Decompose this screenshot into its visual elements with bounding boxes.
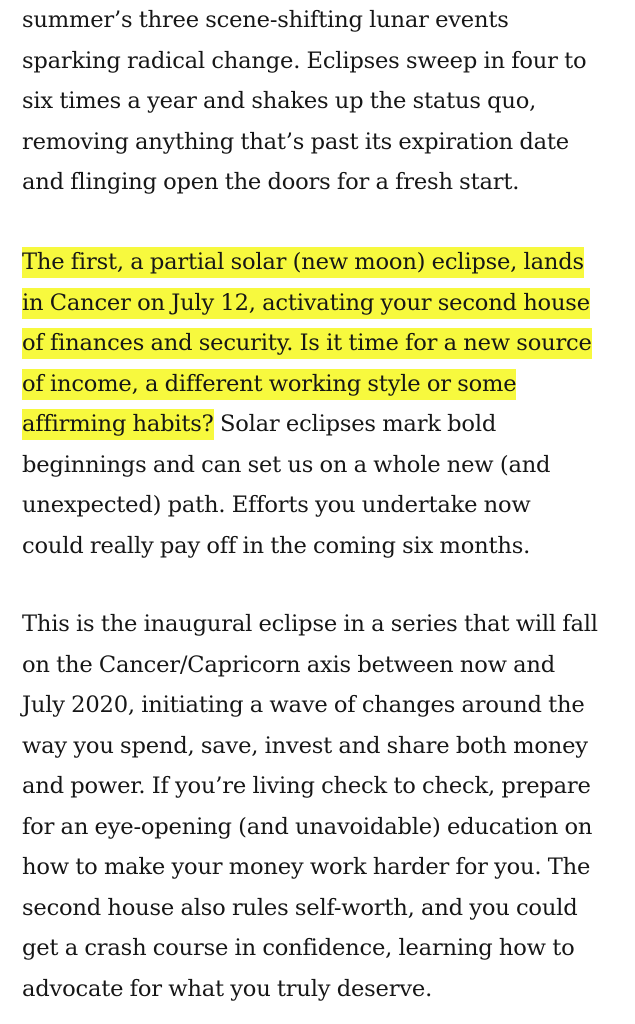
- plain-text: could really pay off in the coming six months.: [22, 532, 531, 559]
- highlighted-text: of finances and security. Is it time for a new source: [22, 328, 592, 359]
- text-line: get a crash course in confidence, learning how to: [22, 935, 575, 961]
- text-line: how to make your money work harder for you. The: [22, 854, 591, 880]
- plain-text: beginnings and can set us on a whole new (and: [22, 451, 551, 478]
- text-line: [22, 526, 613, 567]
- text-line: [22, 364, 613, 405]
- text-line: and power. If you’re living check to check, prepare: [22, 773, 591, 799]
- highlighted-text: The first, a partial solar (new moon) eclipse, lands: [22, 247, 584, 278]
- highlighted-text: affirming habits?: [22, 409, 214, 440]
- text-line: advocate for what you truly deserve.: [22, 975, 433, 1002]
- text-line: July 2020, initiating a wave of changes around the: [22, 692, 585, 718]
- text-line: on the Cancer/Capricorn axis between now and: [22, 651, 556, 678]
- paragraph-eclipse-intro: [22, 0, 613, 203]
- text-line: and flinging open the doors for a fresh start.: [22, 169, 520, 195]
- text-line: [22, 404, 613, 445]
- text-line: This is the inaugural eclipse in a series that will fall: [22, 611, 598, 637]
- plain-text: unexpected) path. Efforts you undertake now: [22, 492, 531, 518]
- text-line: second house also rules self-worth, and you could: [22, 894, 578, 921]
- highlighted-text: of income, a different working style or some: [22, 369, 516, 400]
- text-line: way you spend, save, invest and share both money: [22, 732, 588, 759]
- text-line: sparking radical change. Eclipses sweep in four to: [22, 47, 587, 74]
- text-line: for an eye-opening (and unavoidable) education on: [22, 813, 593, 840]
- highlighted-text: in Cancer on July 12, activating your second house: [22, 288, 590, 319]
- text-line: [22, 485, 613, 526]
- text-line: [22, 242, 613, 283]
- paragraph-solar-eclipse: [22, 242, 613, 566]
- text-line: removing anything that’s past its expiration date: [22, 128, 569, 155]
- text-line: [22, 445, 613, 486]
- text-line: six times a year and shakes up the status quo,: [22, 88, 537, 114]
- plain-text: Solar eclipses mark bold: [213, 411, 497, 437]
- text-line: summer’s three scene-shifting lunar events: [22, 7, 509, 33]
- text-line: [22, 283, 613, 324]
- text-line: [22, 323, 613, 364]
- paragraph-cancer-capricorn-axis: [22, 604, 613, 1009]
